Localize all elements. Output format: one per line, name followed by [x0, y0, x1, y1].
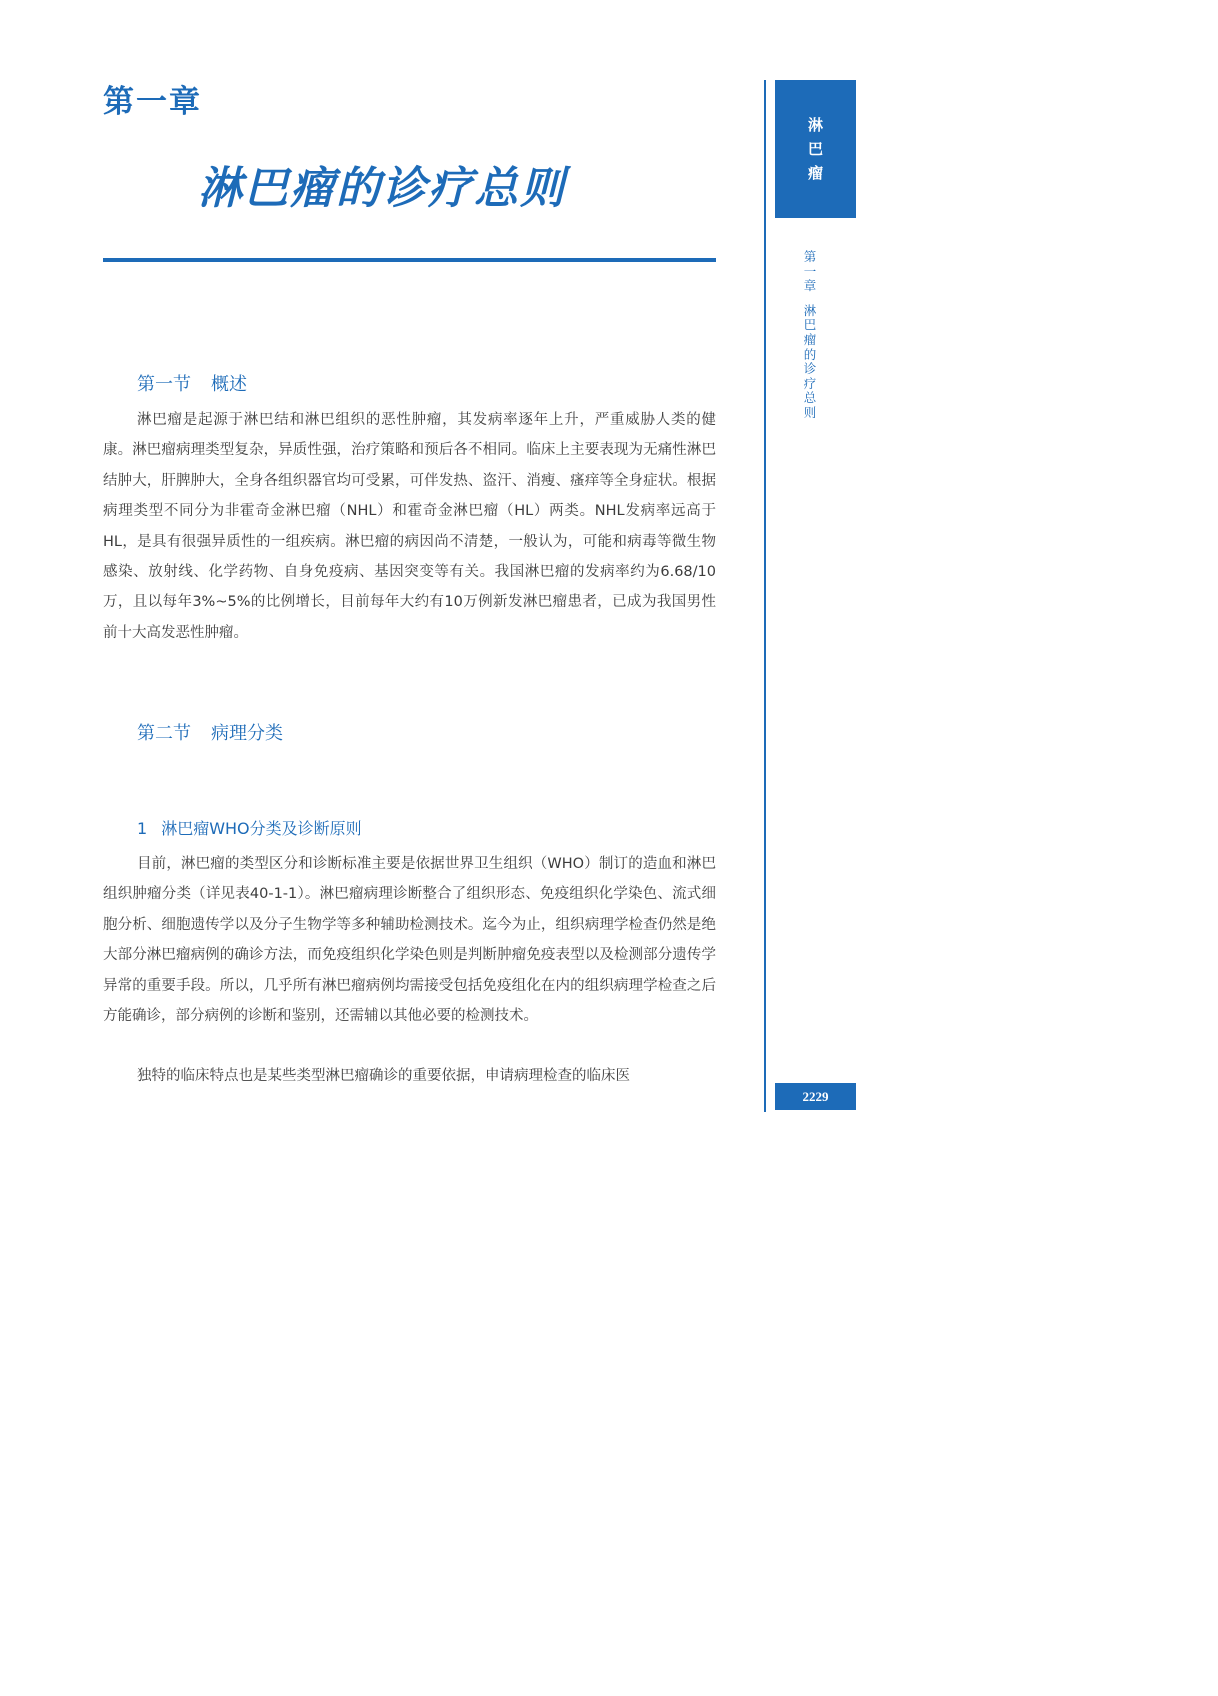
side-title-char: 淋 [803, 302, 817, 318]
side-title-char: 巴 [803, 317, 817, 333]
side-tab-char: 巴 [807, 140, 823, 158]
chapter-label: 第一章 [103, 84, 202, 120]
title-divider [103, 258, 716, 262]
section-heading-overview [137, 370, 247, 396]
subsection-number: 1 [137, 819, 148, 838]
subsection-title: 淋巴瘤WHO分类及诊断原则 [161, 819, 362, 838]
page-number: 2229 [775, 1083, 856, 1110]
section-heading-pathology [137, 719, 283, 745]
side-title-char: 总 [803, 390, 817, 406]
side-chapter-char: 一 [803, 263, 817, 279]
subsection-heading [137, 816, 362, 839]
pathology-paragraph-1: 目前，淋巴瘤的类型区分和诊断标准主要是依据世界卫生组织（WHO）制订的造血和淋巴组织肿瘤分类（详见表40-1-1）。淋巴瘤病理诊断整合了组织形态、免疫组织化学染色、流式细胞分析、细胞遗传学以及分子生物学等多种辅助检测技术。迄今为止，组织病理学检查仍然是绝大部分淋巴瘤病例的确诊方法，而免疫组织化学染色则是判断肿瘤免疫表型以及检测部分遗传学异常的重要手段。所以，几乎所有淋巴瘤病例均需接受包括免疫组化在内的组织病理学检查之后方能确诊，部分病例的诊断和鉴别，还需辅以其他必要的检测技术。 [103, 856, 716, 1025]
section-title: 概述 [211, 374, 247, 395]
side-chapter-title [800, 250, 820, 421]
side-title-char: 瘤 [803, 331, 817, 347]
side-tab-char: 瘤 [807, 164, 823, 182]
pathology-paragraph-2: 独特的临床特点也是某些类型淋巴瘤确诊的重要依据，申请病理检查的临床医 [137, 1068, 630, 1084]
section-number: 第一节 [137, 374, 191, 395]
side-title-char: 诊 [803, 361, 817, 377]
overview-paragraph: 淋巴瘤是起源于淋巴结和淋巴组织的恶性肿瘤，其发病率逐年上升，严重威胁人类的健康。淋巴瘤病理类型复杂，异质性强，治疗策略和预后各不相同。临床上主要表现为无痛性淋巴结肿大，肝脾肿大，全身各组织器官均可受累，可伴发热、盗汗、消瘦、瘙痒等全身症状。根据病理类型不同分为非霍奇金淋巴瘤（NHL）和霍奇金淋巴瘤（HL）两类。NHL发病率远高于HL，是具有很强异质性的一组疾病。淋巴瘤的病因尚不清楚，一般认为，可能和病毒等微生物感染、放射线、化学药物、自身免疫病、基因突变等有关。我国淋巴瘤的发病率约为6.68/10万，且以每年3%~5%的比例增长，目前每年大约有10万例新发淋巴瘤患者，已成为我国男性前十大高发恶性肿瘤。 [103, 412, 716, 641]
side-chapter-char: 第 [803, 249, 817, 264]
side-tab [775, 80, 856, 218]
side-title-char: 则 [803, 404, 817, 420]
margin-rule [764, 80, 766, 1112]
chapter-title: 淋巴瘤的诊疗总则 [198, 163, 566, 214]
section-number: 第二节 [137, 723, 191, 744]
side-chapter-char: 章 [803, 278, 817, 294]
side-tab-char: 淋 [807, 116, 823, 134]
side-title-char: 疗 [803, 375, 817, 391]
section-title: 病理分类 [211, 723, 283, 744]
side-title-char: 的 [803, 346, 817, 362]
